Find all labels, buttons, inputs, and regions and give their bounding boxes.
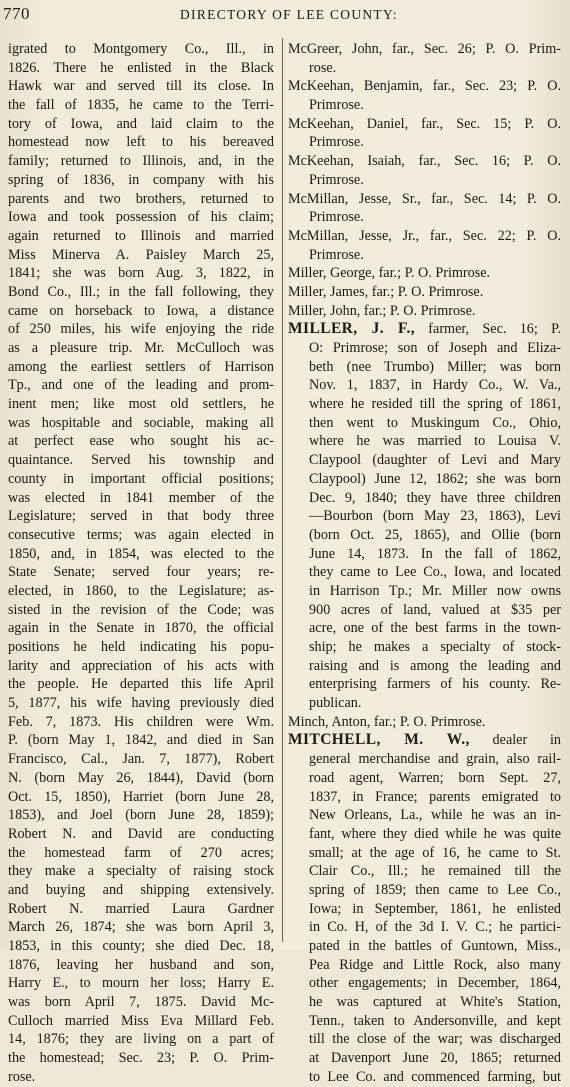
miller-jf-first-line-text: farmer, Sec. 16; P. xyxy=(415,321,561,338)
biography-line: 1826. There he enlisted in the Black xyxy=(8,59,274,76)
biography-line: was born April 7, 1875. David Mc- xyxy=(8,994,274,1011)
biography-line: again in the Senate in 1870, the official xyxy=(8,620,274,637)
mitchell-mw-biography-line: in Co. H, of the 3d I. V. C.; he partici- xyxy=(309,919,561,936)
mitchell-mw-biography-line: he was captured at White's Station, xyxy=(309,994,561,1011)
biography-line: the homestead; Sec. 23; P. O. Prim- xyxy=(8,1050,274,1067)
biography-line: Miss Minerva A. Paisley March 25, xyxy=(8,246,274,263)
biography-line: P. (born May 1, 1842, and died in San xyxy=(8,732,274,749)
mitchell-mw-biography-line: spring of 1859; then came to Lee Co., xyxy=(309,881,561,898)
miller-jf-biography-line: beth (nee Trumbo) Miller; was born xyxy=(309,358,561,375)
biography-line: parents and two brothers, returned to xyxy=(8,190,274,207)
biography-line: Culloch married Miss Eva Millard Feb. xyxy=(8,1012,274,1029)
biography-line: Bond Co., Ill.; in the fall following, they xyxy=(8,283,274,300)
biography-line: Tp., and one of the leading and prom- xyxy=(8,377,274,394)
biography-line: positions he held indicating his popu- xyxy=(8,639,274,655)
directory-entry-continuation: Primrose. xyxy=(309,209,364,226)
biography-line: Iowa and took possession of his claim; xyxy=(8,209,274,226)
biography-line: sisted in the revision of the Code; was xyxy=(8,601,274,618)
biography-line: 1841; she was born Aug. 3, 1822, in xyxy=(8,265,274,282)
mitchell-mw-biography-line: other engagements; in December, 1864, xyxy=(309,975,561,992)
directory-entry-continuation: Primrose. xyxy=(309,171,364,188)
biography-line: was hospitable and sociable, making all xyxy=(8,414,274,431)
miller-jf-biography-line: enterprising farmers of his county. Re- xyxy=(309,676,561,693)
directory-entry: McMillan, Jesse, Jr., far., Sec. 22; P. O. xyxy=(288,227,561,244)
biography-line: quaintance. Served his township and xyxy=(8,452,274,469)
miller-jf-biography-line: in Harrison Tp.; Mr. Miller now owns xyxy=(309,582,561,599)
biography-line: inent men; like most old settlers, he xyxy=(8,396,274,413)
directory-entry: McKeehan, Benjamin, far., Sec. 23; P. O. xyxy=(288,78,561,95)
biography-line: tory of Iowa, and laid claim to the xyxy=(8,115,274,132)
biography-line: Legislature; served in that body three xyxy=(8,508,274,525)
biography-line: spring of 1836, in company with his xyxy=(8,171,274,188)
miller-jf-biography-line: Claypool (daughter of Levi and Mary xyxy=(309,452,561,469)
biography-line: Hawk war and served till its close. In xyxy=(8,78,274,95)
miller-jf-biography-line: 900 acres of land, valued at $35 per xyxy=(309,601,561,618)
miller-jf-biography-line: then went to Muskingum Co., Ohio, xyxy=(309,414,561,431)
biography-line: 1853, in this county; she died Dec. 18, xyxy=(8,938,274,954)
mitchell-mw-biography-line: to Lee Co. and commenced farming, but xyxy=(309,1068,561,1085)
biography-line: elected, in 1860, to the Legislature; as- xyxy=(8,582,274,599)
mitchell-mw-biography-line: Iowa; in September, 1861, he enlisted xyxy=(309,900,561,917)
directory-entry: Minch, Anton, far.; P. O. Primrose. xyxy=(288,713,486,730)
biography-line: Feb. 7, 1873. His children were Wm. xyxy=(8,713,274,730)
directory-entry: Miller, James, far.; P. O. Primrose. xyxy=(288,283,484,300)
biography-line: Francisco, Cal., Jan. 7, 1877), Robert xyxy=(8,751,274,768)
miller-jf-biography-line: Nov. 1, 1837, in Hardy Co., W. Va., xyxy=(309,377,561,394)
biography-line: rose. xyxy=(8,1068,36,1085)
biography-line: 1876, leaving her husband and son, xyxy=(8,956,274,973)
miller-jf-biography-line: Claypool) June 12, 1862; she was born xyxy=(309,470,561,487)
biography-line: Robert N. and David are conducting xyxy=(8,825,274,842)
left-column xyxy=(8,40,274,1087)
mitchell-mw-biography-line: small; at the age of 16, he came to St. xyxy=(309,844,561,861)
miller-jf-biography-line: raising and is among the leading and xyxy=(309,657,561,674)
biography-line: at perfect ease who sought his ac- xyxy=(8,433,274,450)
directory-entry: McGreer, John, far., Sec. 26; P. O. Prim- xyxy=(288,41,561,57)
biography-line: State Senate; served four years; re- xyxy=(8,564,274,581)
mitchell-mw-biography-line: at Davenport June 20, 1865; returned xyxy=(309,1050,561,1067)
biography-line: the people. He departed this life April xyxy=(8,676,274,693)
mitchell-mw-biography-line: Pea Ridge and Little Rock, also many xyxy=(309,956,561,973)
biography-line: igrated to Montgomery Co., Ill., in xyxy=(8,41,274,57)
miller-jf-biography-line: ship; he makes a specialty of stock- xyxy=(309,639,561,655)
right-column xyxy=(288,40,561,1087)
mitchell-mw-biography-line: Tenn., taken to Andersonville, and kept xyxy=(309,1012,561,1029)
biography-line: Harry E., to mourn her loss; Harry E. xyxy=(8,975,274,992)
miller-jf-biography-line: they came to Lee Co., Iowa, and located xyxy=(309,564,561,581)
biography-line: and buying and shipping extensively. xyxy=(8,881,274,898)
miller-jf-biography-line: where he resided till the spring of 1861, xyxy=(309,396,561,413)
page-header xyxy=(0,4,570,26)
miller-jf-biography-line: Dec. 9, 1840; they have three children xyxy=(309,489,561,506)
miller-jf-biography-line: June 14, 1873. In the fall of 1862, xyxy=(309,545,561,562)
biography-line: consecutive terms; was again elected in xyxy=(8,526,274,543)
biography-line: county in important official positions; xyxy=(8,470,274,487)
mitchell-mw-name: MITCHELL, M. W., xyxy=(288,731,470,749)
directory-entry-continuation: Primrose. xyxy=(309,246,364,263)
biography-line: of 250 miles, his wife enjoying the ride xyxy=(8,321,274,338)
mitchell-mw-biography-line: New Orleans, La., while he was an in- xyxy=(309,807,561,824)
directory-entry-continuation: rose. xyxy=(309,59,337,76)
biography-line: they make a specialty of raising stock xyxy=(8,863,274,880)
directory-entry: McMillan, Jesse, Sr., far., Sec. 14; P. O. xyxy=(288,190,561,207)
mitchell-mw-biography-line: Clair Co., Ill.; he remained till the xyxy=(309,863,561,880)
biography-line: Oct. 15, 1850), Harriet (born June 28, xyxy=(8,788,274,805)
mitchell-mw-entry-first-line xyxy=(288,731,561,750)
miller-jf-biography-line: where he was married to Louisa V. xyxy=(309,433,561,450)
mitchell-mw-biography-line: road agent, Warren; born Sept. 27, xyxy=(309,769,561,786)
biography-line: 14, 1876; they are living on a part of xyxy=(8,1031,274,1048)
running-head: DIRECTORY OF LEE COUNTY: xyxy=(180,7,398,22)
page-number: 770 xyxy=(3,4,30,23)
biography-line: again returned to Illinois and married xyxy=(8,227,274,244)
biography-line: 1853), and Joel (born June 28, 1859); xyxy=(8,807,274,824)
biography-line: among the earliest settlers of Harrison xyxy=(8,358,274,375)
miller-jf-biography-line: —Bourbon (born May 23, 1863), Levi xyxy=(309,508,561,525)
biography-line: the fall of 1835, he came to the Terri- xyxy=(8,97,274,114)
biography-line: the homestead farm of 270 acres; xyxy=(8,844,274,861)
miller-jf-entry-first-line xyxy=(288,320,561,339)
miller-jf-biography-line: (born Oct. 25, 1865), and Ollie (born xyxy=(309,526,561,543)
mitchell-mw-biography-line: 1837, in France; parents emigrated to xyxy=(309,788,561,805)
mitchell-mw-biography-line: general merchandise and grain, also rail- xyxy=(309,751,561,768)
biography-line: March 26, 1874; she was born April 3, xyxy=(8,919,274,936)
directory-entry: Miller, George, far.; P. O. Primrose. xyxy=(288,265,491,282)
miller-jf-biography-line: publican. xyxy=(309,695,362,712)
miller-jf-biography-line: acre, one of the best farms in the town- xyxy=(309,620,561,637)
miller-jf-biography-line: O: Primrose; son of Joseph and Eliza- xyxy=(309,340,561,356)
biography-line: larity and appreciation of his acts with xyxy=(8,657,274,674)
biography-line: was elected in 1841 member of the xyxy=(8,489,274,506)
directory-entry-continuation: Primrose. xyxy=(309,97,364,114)
biography-line: 5, 1877, his wife having previously died xyxy=(8,695,274,712)
directory-entry: McKeehan, Isaiah, far., Sec. 16; P. O. xyxy=(288,153,561,170)
mitchell-mw-biography-line: till the close of the war; was discharged xyxy=(309,1031,561,1048)
biography-line: as a pleasure trip. Mr. McCulloch was xyxy=(8,340,274,356)
biography-line: N. (born May 26, 1844), David (born xyxy=(8,769,274,786)
biography-line: homestead now left to his bereaved xyxy=(8,134,274,151)
miller-jf-name: MILLER, J. F., xyxy=(288,320,416,338)
biography-line: family; returned to Illinois, and, in the xyxy=(8,153,274,170)
column-divider xyxy=(282,38,283,942)
mitchell-mw-biography-line: fant, where they died while he was quite xyxy=(309,825,561,842)
directory-entry: McKeehan, Daniel, far., Sec. 15; P. O. xyxy=(288,115,561,132)
biography-line: came on horseback to Iowa, a distance xyxy=(8,302,274,319)
biography-line: 1850, and, in 1854, was elected to the xyxy=(8,545,274,562)
directory-entry-continuation: Primrose. xyxy=(309,134,364,151)
mitchell-mw-biography-line: pated in the battles of Guntown, Miss., xyxy=(309,938,561,954)
directory-entry: Miller, John, far.; P. O. Primrose. xyxy=(288,302,476,319)
biography-line: Robert N. married Laura Gardner xyxy=(8,900,274,917)
mitchell-mw-first-line-text: dealer in xyxy=(469,732,561,749)
